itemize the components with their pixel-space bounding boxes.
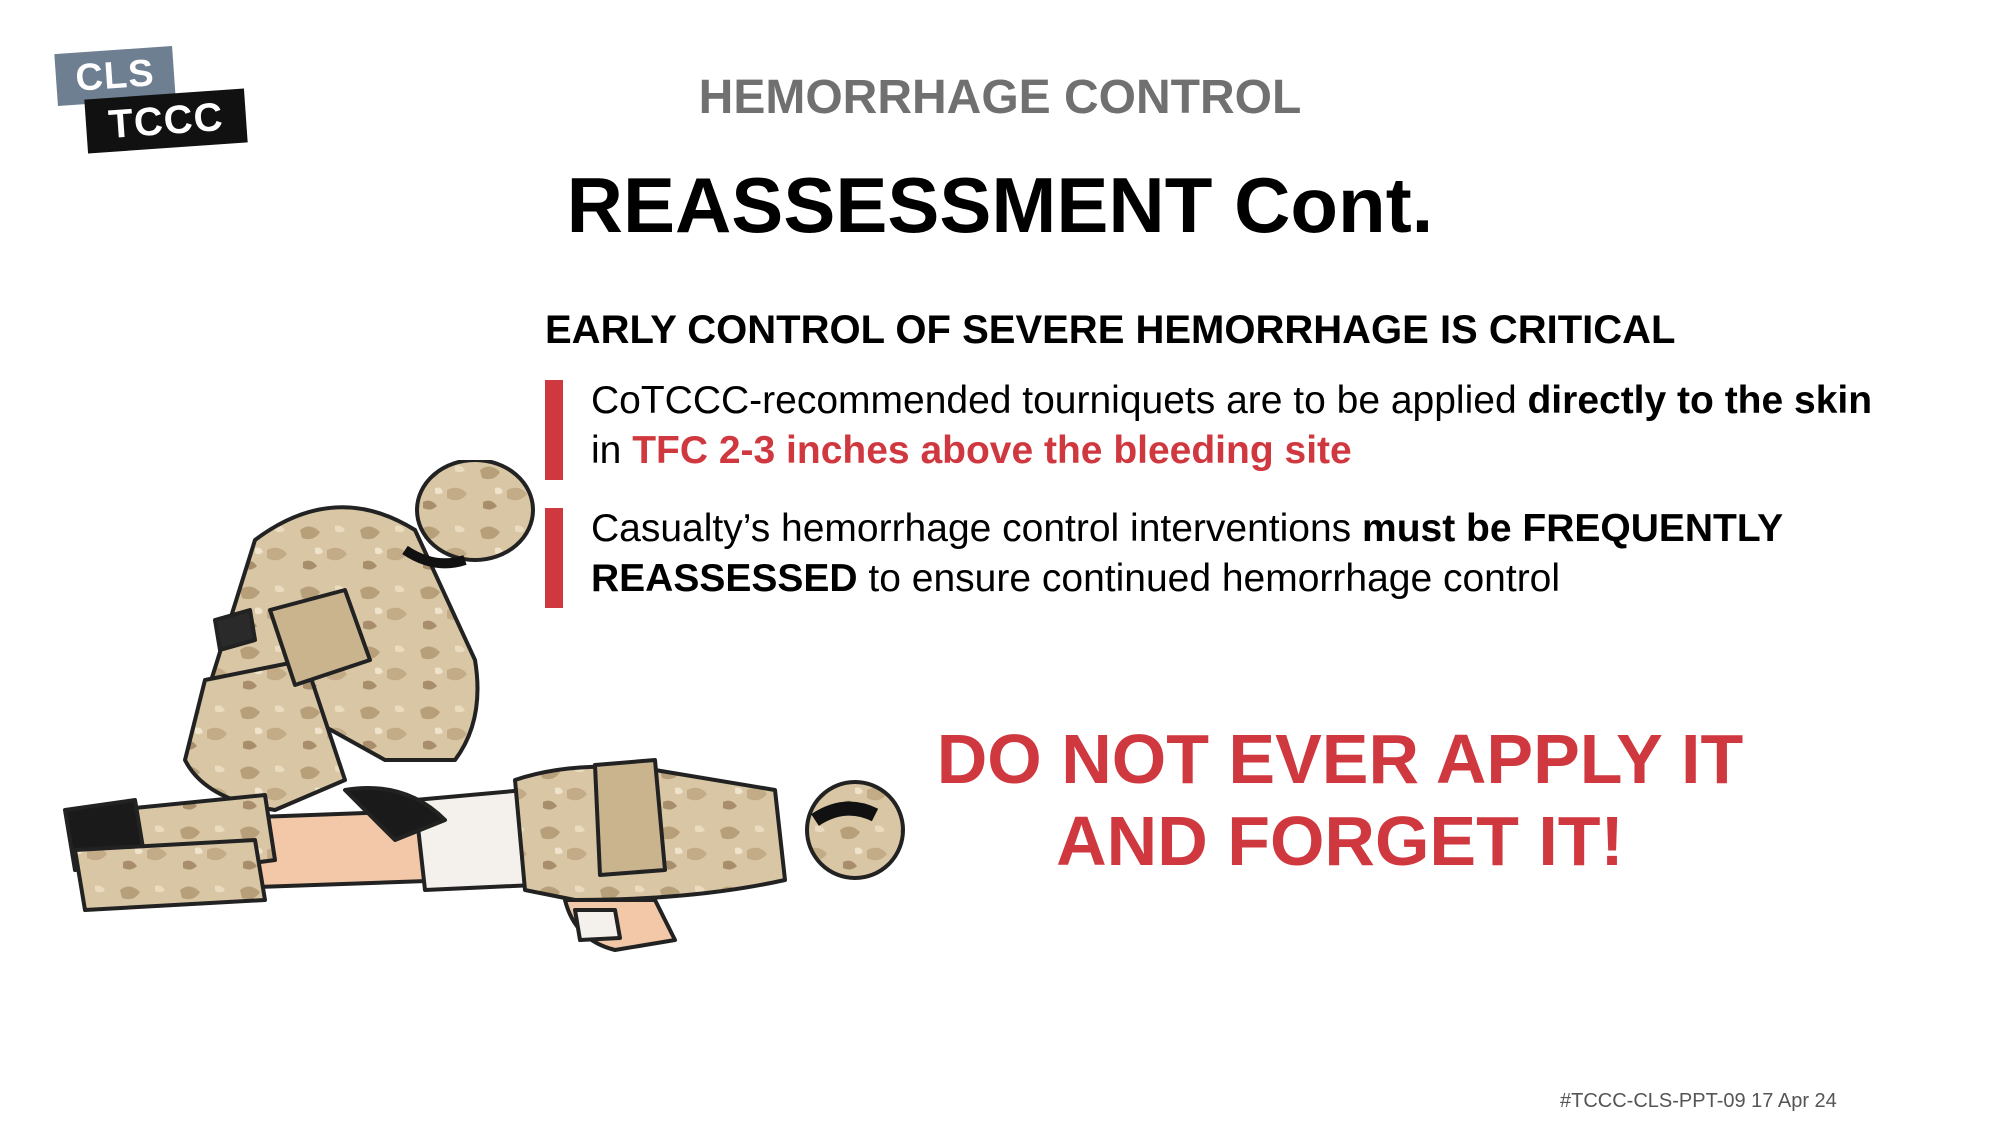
bullet1-highlight: TFC 2-3 inches above the bleeding site [632, 429, 1352, 472]
bullet2-text-2: to ensure continued hemorrhage control [857, 557, 1561, 600]
bullet2-text-1: Casualty’s hemorrhage control interventions [591, 507, 1363, 550]
warning-message [880, 718, 1800, 882]
warning-line-2: AND FORGET IT! [1056, 802, 1624, 880]
bullet1-text-1: CoTCCC-recommended tourniquets are to be applied [591, 379, 1528, 422]
slide-title: REASSESSMENT Cont. [566, 161, 1434, 249]
bullet1-bold: directly to the skin [1527, 379, 1873, 422]
warning-line-1: DO NOT EVER APPLY IT [936, 720, 1744, 798]
medic-treating-casualty-illustration [55, 460, 905, 970]
bullet2-bold: must be FREQUENTLY REASSESSED [591, 507, 1783, 600]
section-title: HEMORRHAGE CONTROL [698, 71, 1302, 124]
bullet1-text-2: in [591, 429, 633, 472]
footer-code: #TCCC-CLS-PPT-09 17 Apr 24 [1560, 1090, 1837, 1112]
logo-cls-text: CLS [54, 46, 175, 106]
logo-tccc-text: TCCC [84, 88, 247, 153]
subheading: EARLY CONTROL OF SEVERE HEMORRHAGE IS CRITICAL [545, 308, 1676, 352]
